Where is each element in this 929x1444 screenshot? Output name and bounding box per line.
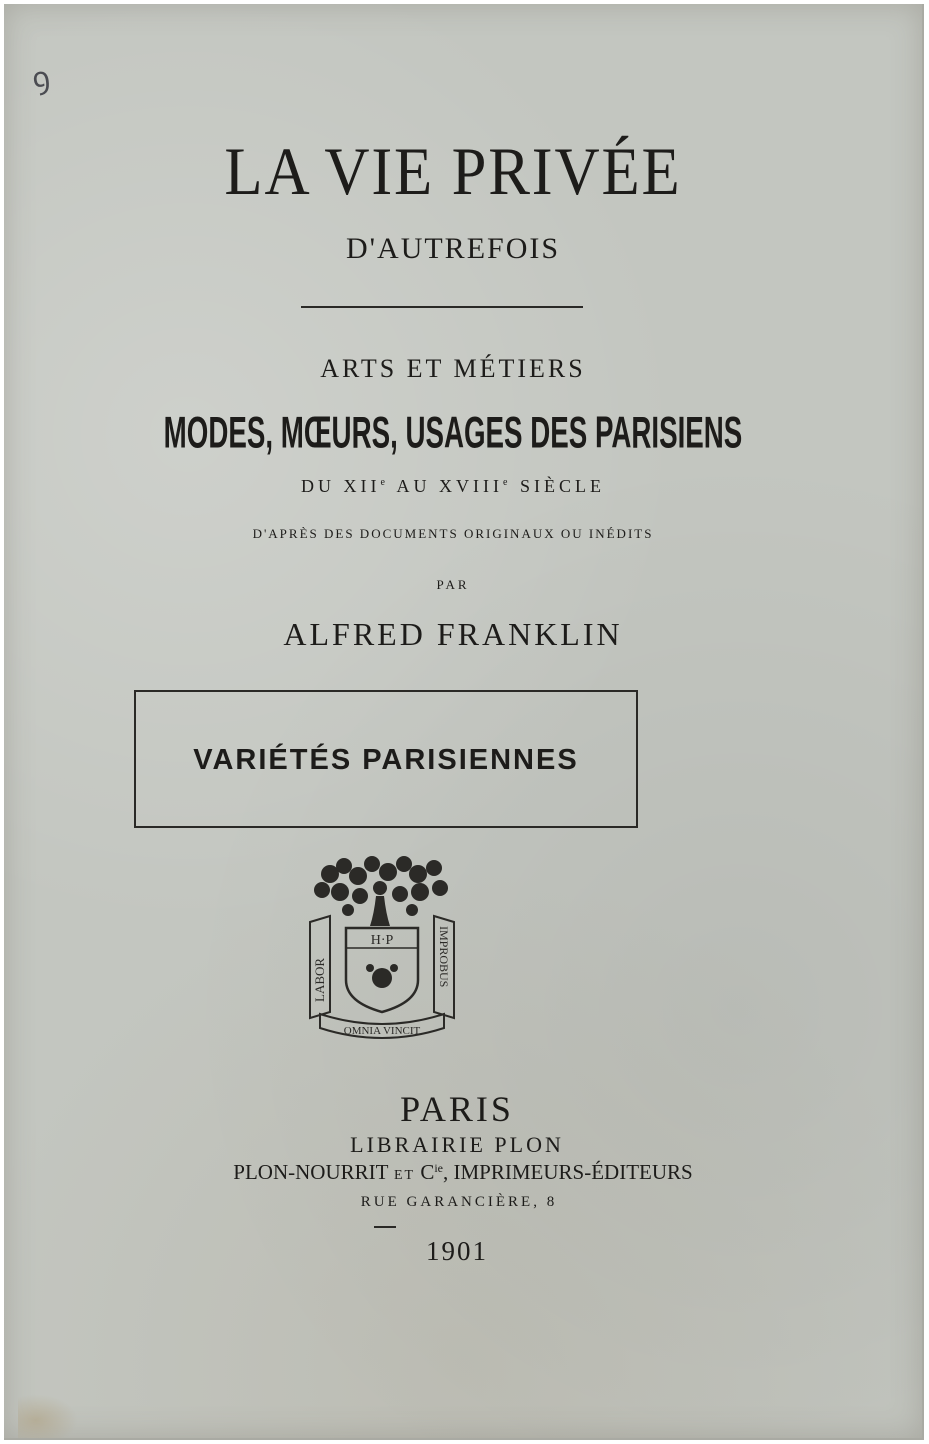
emblem-bottom-banner: OMNIA VINCIT <box>343 1025 421 1037</box>
emblem-shield-letters: H·P <box>370 933 394 948</box>
emblem-right-banner: IMPROBUS <box>437 926 451 988</box>
series-box <box>134 690 638 828</box>
publication-year: 1901 <box>426 1236 488 1266</box>
by-line: PAR <box>436 577 470 592</box>
century-from-sup: e <box>380 477 389 488</box>
book-subtitle: D'AUTREFOIS <box>345 232 561 265</box>
printer-c: C <box>420 1160 435 1184</box>
publisher-address: RUE GARANCIÈRE, 8 <box>360 1194 558 1210</box>
century-to-sup: e <box>503 477 512 488</box>
century-word: SIÈCLE <box>511 476 605 496</box>
paper-wear-stain <box>18 1394 78 1438</box>
printer-ie: ie <box>434 1161 444 1175</box>
series-title: VARIÉTÉS PARISIENNES <box>193 744 579 776</box>
printers-line <box>4 1160 922 1185</box>
printer-role: , IMPRIMEURS-ÉDITEURS <box>443 1160 693 1184</box>
book-cover <box>4 4 924 1440</box>
sources-line: D'APRÈS DES DOCUMENTS ORIGINAUX OU INÉDITS <box>252 526 654 541</box>
century-from: DU XII <box>301 476 381 496</box>
printer-et: ET <box>388 1168 421 1183</box>
emblem-left-banner: LABOR <box>312 957 327 1002</box>
modes-line: MODES, MŒURS, USAGES DES PARISIENS <box>163 407 743 458</box>
arts-et-metiers-line: ARTS ET MÉTIERS <box>320 354 586 383</box>
city-name: PARIS <box>400 1089 514 1129</box>
century-line <box>0 476 912 497</box>
year-divider <box>374 1226 396 1228</box>
author-name: ALFRED FRANKLIN <box>283 616 623 652</box>
publisher-emblem-icon <box>300 852 464 1044</box>
handwritten-corner-mark: ꝯ <box>29 59 53 98</box>
printer-name: PLON-NOURRIT <box>233 1160 389 1184</box>
publisher-name: LIBRAIRIE PLON <box>350 1132 564 1157</box>
book-title: LA VIE PRIVÉE <box>224 133 682 209</box>
title-divider <box>301 306 583 308</box>
century-to: AU XVIII <box>389 476 503 496</box>
